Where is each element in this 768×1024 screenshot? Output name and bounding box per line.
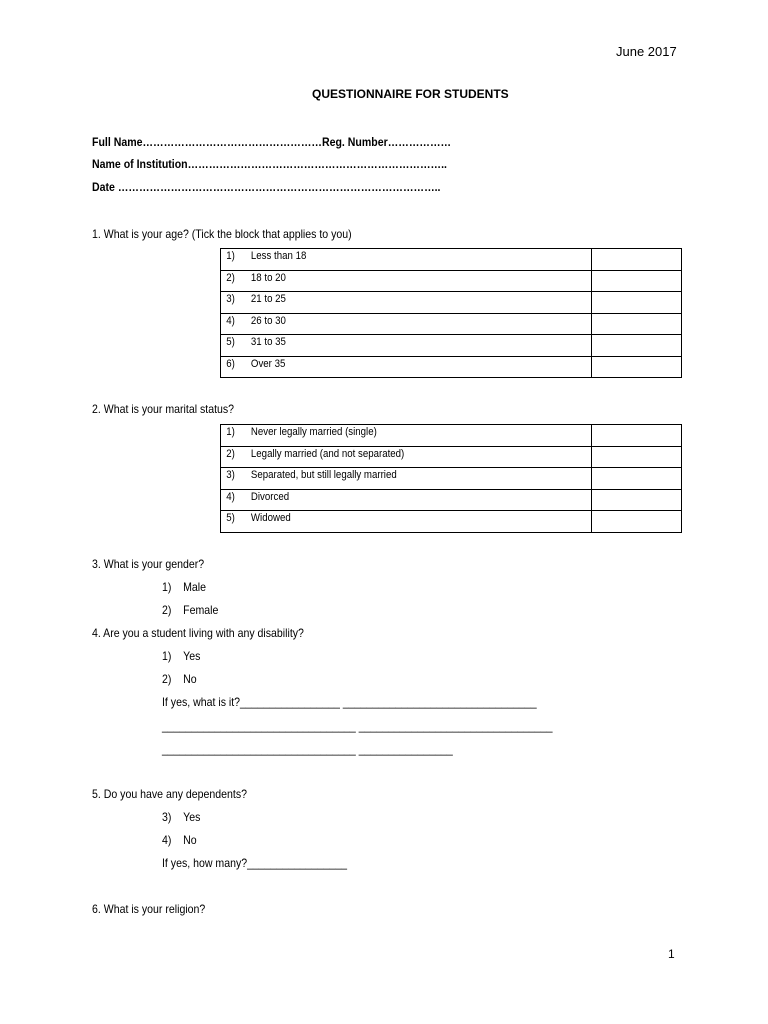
option-number: 5): [226, 512, 235, 524]
option-label: 31 to 35: [250, 336, 286, 348]
gender-option-female[interactable]: 2) Female: [162, 603, 219, 617]
option-label: Widowed: [250, 512, 291, 524]
gender-option-male[interactable]: 1) Male: [162, 580, 207, 594]
tick-box[interactable]: [592, 468, 682, 490]
table-row: [221, 511, 682, 533]
tick-box[interactable]: [592, 356, 682, 378]
document-title: QUESTIONNAIRE FOR STUDENTS: [312, 87, 509, 101]
dependents-option-yes[interactable]: 3) Yes: [162, 810, 201, 824]
table-row: [221, 335, 682, 357]
tick-box[interactable]: [592, 313, 682, 335]
disability-option-no[interactable]: 2) No: [162, 672, 197, 686]
option-number: 2): [226, 447, 235, 460]
option-number: 3): [226, 469, 235, 481]
question-4: 4. Are you a student living with any disability?: [92, 626, 304, 640]
option-label: Never legally married (single): [250, 426, 377, 438]
institution-field: Name of Institution………………………………………………………………..: [92, 157, 447, 171]
disability-option-yes[interactable]: 1) Yes: [162, 649, 201, 663]
option-number: 5): [226, 336, 235, 348]
tick-box[interactable]: [592, 425, 682, 447]
table-row: [221, 468, 682, 490]
table-row: [221, 313, 682, 335]
option-label: 26 to 30: [250, 314, 286, 327]
date-field: Date ………………………………………………………………………………..: [92, 180, 441, 194]
option-number: 6): [226, 357, 235, 370]
table-row: [221, 270, 682, 292]
option-label: Over 35: [250, 357, 286, 370]
full-name-field: Full Name……………………………………………Reg. Number………………: [92, 135, 452, 149]
option-label: Legally married (and not separated): [250, 447, 405, 460]
marital-status-table: [220, 424, 682, 533]
option-number: 3): [226, 293, 235, 305]
tick-box[interactable]: [592, 292, 682, 314]
option-label: Separated, but still legally married: [250, 469, 397, 481]
option-number: 4): [226, 314, 235, 327]
question-1: 1. What is your age? (Tick the block that applies to you): [92, 227, 352, 241]
option-number: 4): [226, 490, 235, 503]
option-label: Divorced: [250, 490, 290, 503]
tick-box[interactable]: [592, 335, 682, 357]
option-number: 2): [226, 271, 235, 284]
table-row: [221, 249, 682, 271]
page-number: 1: [668, 947, 675, 961]
tick-box[interactable]: [592, 446, 682, 468]
age-options-table: [220, 248, 682, 378]
table-row: [221, 356, 682, 378]
disability-followup-line[interactable]: _________________________________ _________________________________: [162, 719, 553, 733]
tick-box[interactable]: [592, 249, 682, 271]
table-row: [221, 292, 682, 314]
question-2: 2. What is your marital status?: [92, 402, 235, 416]
option-label: Less than 18: [250, 250, 307, 262]
disability-followup-line[interactable]: _________________________________ ________________: [162, 742, 453, 756]
option-number: 1): [226, 426, 235, 438]
question-6: 6. What is your religion?: [92, 902, 206, 916]
document-date: June 2017: [616, 44, 677, 59]
tick-box[interactable]: [592, 270, 682, 292]
tick-box[interactable]: [592, 511, 682, 533]
option-number: 1): [226, 250, 235, 262]
question-5: 5. Do you have any dependents?: [92, 787, 248, 801]
dependents-option-no[interactable]: 4) No: [162, 833, 197, 847]
question-3: 3. What is your gender?: [92, 557, 205, 571]
table-row: [221, 446, 682, 468]
table-row: [221, 489, 682, 511]
option-label: 18 to 20: [250, 271, 286, 284]
option-label: 21 to 25: [250, 293, 286, 305]
tick-box[interactable]: [592, 489, 682, 511]
dependents-count-field[interactable]: If yes, how many?_________________: [162, 856, 347, 870]
disability-followup-line[interactable]: If yes, what is it?_________________ _________________________________: [162, 695, 537, 709]
table-row: [221, 425, 682, 447]
